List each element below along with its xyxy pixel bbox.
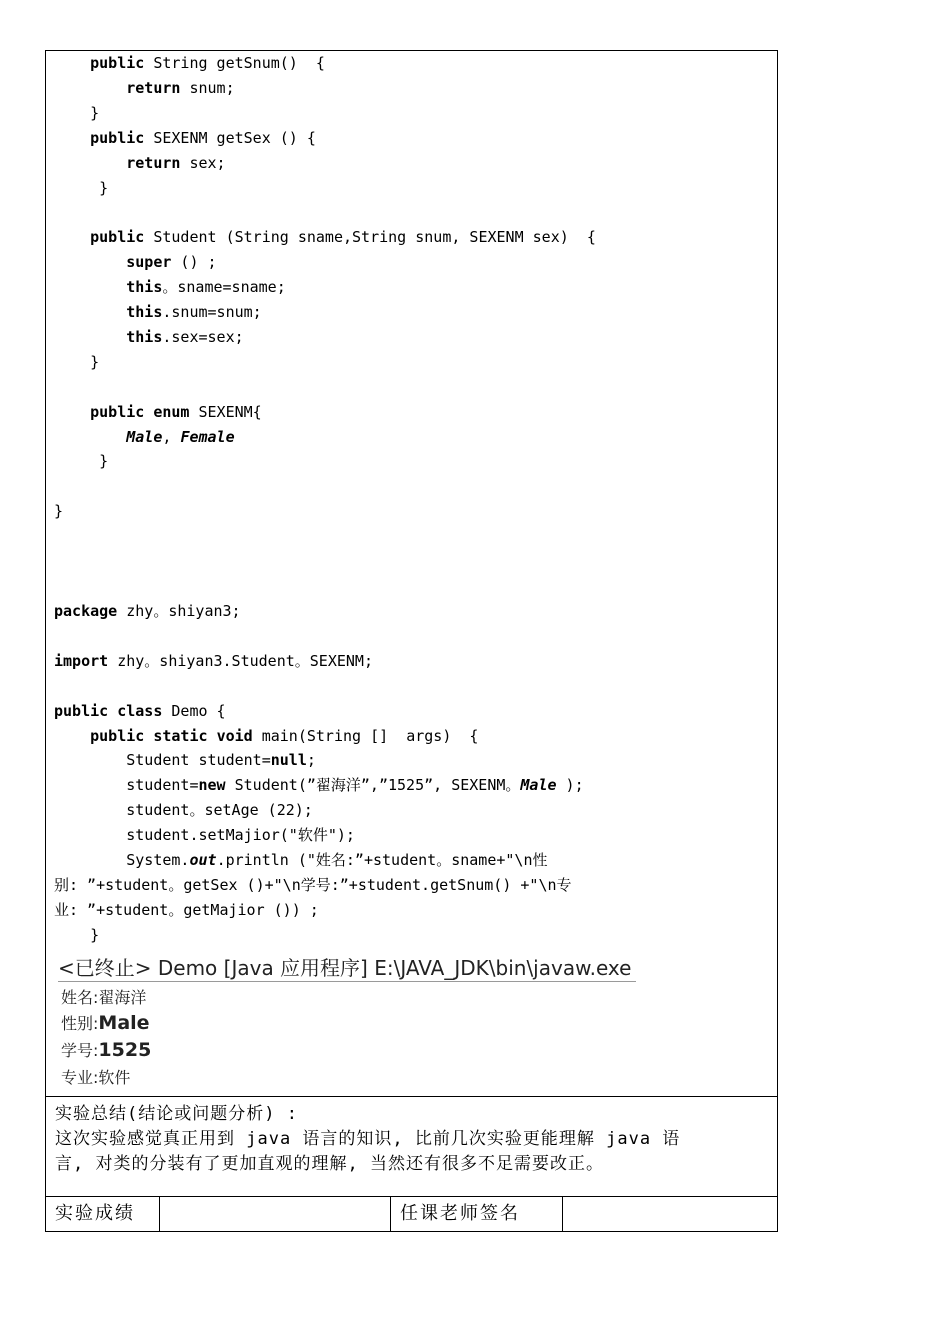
code-keyword: package [54, 602, 118, 620]
code-text [54, 129, 90, 147]
code-line [54, 328, 244, 346]
code-line [54, 303, 262, 321]
code-text [54, 403, 90, 421]
code-text: SEXENM{ [189, 402, 262, 421]
code-line [54, 851, 548, 869]
code-text: snum; [180, 78, 235, 97]
code-text [54, 253, 126, 271]
code-line [54, 253, 217, 271]
code-line [54, 228, 596, 246]
console-header: <已终止> Demo [Java 应用程序] E:\JAVA_JDK\bin\javaw.exe [58, 955, 636, 982]
code-text: student。setAge (22); [54, 801, 313, 820]
code-text [54, 428, 126, 446]
code-text: 。sname=sname; [162, 278, 286, 297]
grade-label: 实验成绩 [55, 1203, 135, 1224]
code-text: .snum=snum; [162, 303, 262, 321]
code-line [54, 403, 262, 421]
code-text [54, 79, 126, 97]
code-text: Student student= [54, 751, 271, 770]
code-keyword: null [270, 751, 307, 770]
code-line [54, 727, 478, 745]
code-keyword: return [126, 153, 181, 172]
code-text [54, 303, 126, 321]
code-text: System. [54, 851, 190, 869]
code-text: ; [306, 751, 316, 770]
code-line [54, 179, 108, 197]
code-italic: Male [126, 427, 163, 446]
code-text: SEXENM getSex () { [144, 128, 316, 147]
code-text: } [54, 103, 100, 122]
code-text: zhy。shiyan3.Student。SEXENM; [108, 651, 373, 670]
code-text: .sex=sex; [162, 327, 244, 346]
code-line [54, 502, 63, 520]
summary-line-1: 这次实验感觉真正用到 java 语言的知识, 比前几次实验更能理解 java 语 [55, 1129, 681, 1149]
code-italic: Female [180, 427, 235, 446]
code-line [54, 129, 316, 147]
code-keyword: class [117, 701, 163, 720]
code-keyword: return [126, 78, 181, 97]
code-line [54, 79, 235, 97]
code-text: ); [556, 776, 584, 795]
code-text: } [54, 352, 100, 371]
code-line [54, 826, 355, 844]
code-italic: Male [520, 776, 557, 795]
summary-line-2: 言, 对类的分装有了更加直观的理解, 当然还有很多不足需要改正。 [55, 1154, 604, 1174]
code-text: } [54, 502, 64, 521]
code-text: 业: ”+student。getMajior ()) ; [54, 900, 319, 919]
code-keyword: public [90, 726, 145, 745]
code-text: , [162, 427, 181, 446]
console-label: 学号: [61, 1041, 99, 1060]
footer-divider-3 [562, 1196, 563, 1232]
console-line [61, 1038, 151, 1061]
code-line [54, 776, 584, 794]
code-text: student.setMajior("软件"); [54, 826, 355, 845]
code-italic: out [189, 851, 217, 869]
code-text: } [54, 452, 109, 471]
code-keyword: public [90, 54, 145, 72]
console-label: 姓名: [61, 988, 99, 1007]
console-value: Male [98, 1012, 150, 1034]
code-text: .println ("姓名:”+student。sname+"\n性 [216, 851, 548, 869]
code-keyword: new [198, 776, 226, 795]
console-line [61, 1065, 130, 1088]
code-keyword: this [126, 278, 163, 297]
signature-label: 任课老师签名 [400, 1203, 520, 1224]
code-text [54, 154, 126, 172]
summary-heading: 实验总结(结论或问题分析) : [55, 1104, 298, 1124]
code-text: Student(”翟海洋”,”1525”, SEXENM。 [225, 776, 521, 795]
code-keyword: this [126, 327, 163, 346]
code-text [108, 702, 117, 720]
code-line [54, 652, 373, 670]
code-line [54, 428, 235, 446]
code-keyword: super [126, 253, 172, 272]
console-value: 软件 [98, 1068, 131, 1087]
console-value: 1525 [98, 1039, 152, 1061]
code-line [54, 926, 99, 944]
code-keyword: public [90, 228, 145, 247]
code-text [54, 278, 126, 296]
code-line [54, 278, 286, 296]
code-text [54, 727, 90, 745]
code-text [54, 328, 126, 346]
code-keyword: public [90, 128, 145, 147]
code-line [54, 104, 99, 122]
code-text: String getSnum() { [144, 54, 325, 72]
code-text: } [54, 925, 100, 944]
code-keyword: static [153, 726, 208, 745]
console-label: 专业: [61, 1068, 99, 1087]
summary-top-divider [45, 1096, 778, 1097]
console-value: 翟海洋 [98, 988, 147, 1007]
code-keyword: public [90, 402, 145, 421]
code-keyword: enum [153, 402, 190, 421]
code-text: 别: ”+student。getSex ()+"\n学号:”+student.getSnum() +"\n专 [54, 875, 572, 894]
code-line [54, 901, 319, 919]
code-keyword: public [54, 701, 109, 720]
code-text: () ; [171, 253, 217, 272]
code-line [54, 154, 226, 172]
code-text [208, 727, 217, 745]
code-keyword: void [216, 726, 253, 745]
code-text [54, 54, 90, 72]
code-line [54, 801, 313, 819]
code-text [144, 403, 153, 421]
code-text: Student (String sname,String snum, SEXENM sex) { [144, 228, 596, 247]
console-line [61, 985, 146, 1008]
footer-divider-1 [159, 1196, 160, 1232]
code-text: } [54, 178, 109, 197]
console-line [61, 1011, 150, 1034]
code-line [54, 353, 99, 371]
code-text: student= [54, 776, 199, 795]
code-text [144, 727, 153, 745]
code-text [54, 228, 90, 246]
code-text: Demo { [162, 701, 226, 720]
code-keyword: this [126, 303, 163, 321]
footer-top-divider [45, 1196, 778, 1197]
code-line [54, 602, 241, 620]
report-frame [45, 50, 778, 1232]
code-keyword: import [54, 651, 109, 670]
footer-divider-2 [390, 1196, 391, 1232]
code-line [54, 876, 572, 894]
code-line [54, 452, 108, 470]
code-text: zhy。shiyan3; [117, 602, 241, 620]
code-text: sex; [180, 153, 226, 172]
code-line [54, 751, 316, 769]
code-text: main(String [] args) { [252, 726, 479, 745]
code-line [54, 54, 325, 72]
console-label: 性别: [61, 1014, 99, 1033]
code-line [54, 702, 226, 720]
